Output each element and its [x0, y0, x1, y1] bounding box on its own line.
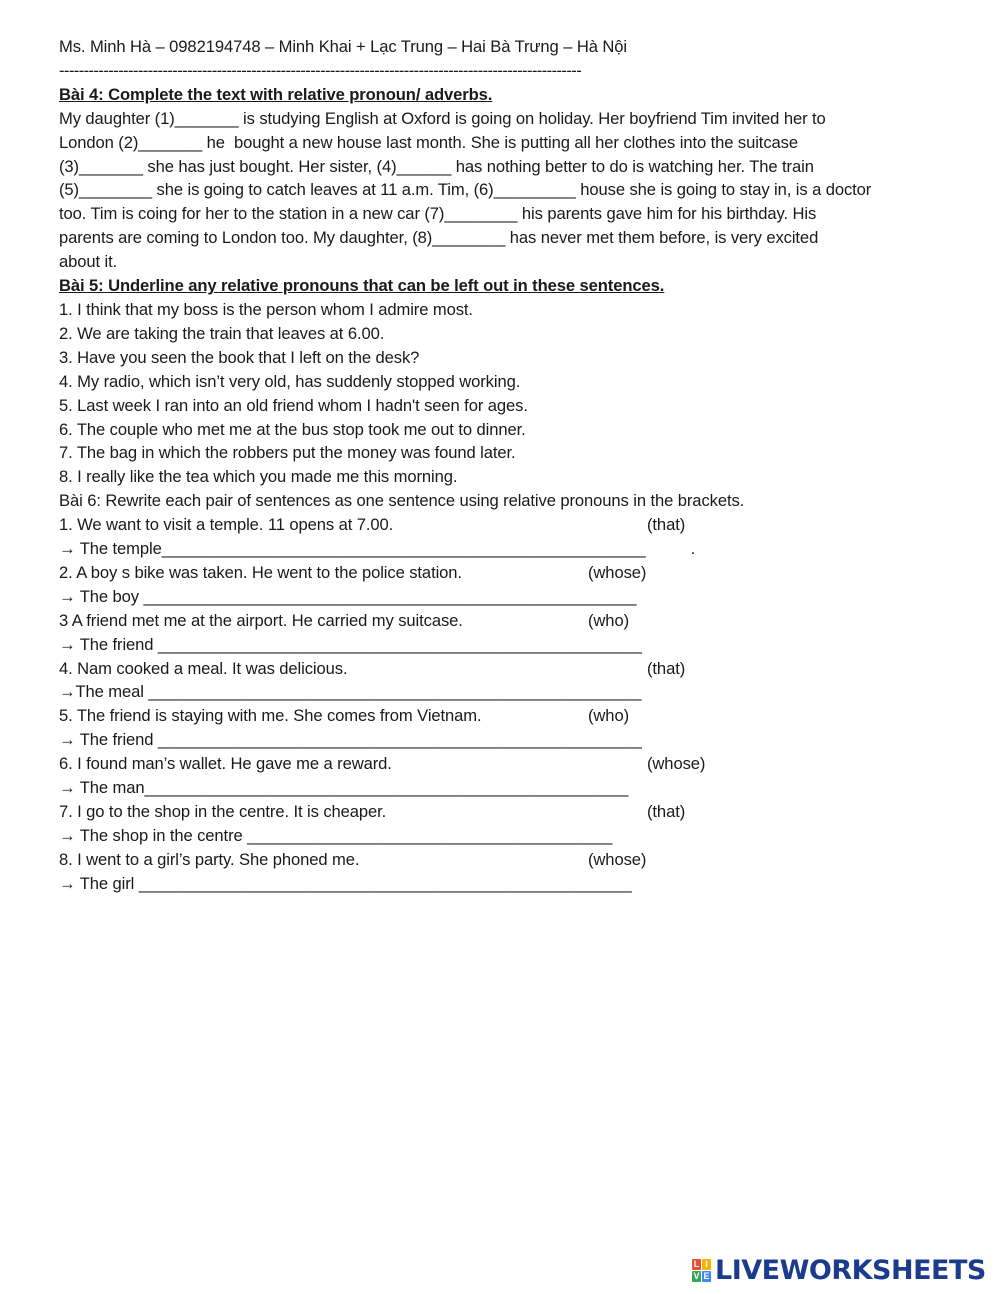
question-text: 5. The friend is staying with me. She comes from Vietnam. [59, 706, 482, 726]
exercise-5-item: 5. Last week I ran into an old friend whom I hadn't seen for ages. [59, 395, 528, 415]
question-keyword: (who) [588, 610, 629, 630]
exercise-5-item: 8. I really like the tea which you made me this morning. [59, 467, 458, 487]
question-text: 2. A boy s bike was taken. He went to the police station. [59, 562, 462, 582]
exercise-5-item: 7. The bag in which the robbers put the money was found later. [59, 443, 516, 463]
question-keyword: (whose) [647, 754, 706, 774]
question-text: 7. I go to the shop in the centre. It is cheaper. [59, 801, 387, 821]
exercise-6-question [59, 657, 959, 681]
exercise-4-line: London (2)_______ he bought a new house last month. She is putting all her clothes into the suitcase [59, 132, 798, 152]
question-text: 8. I went to a girl’s party. She phoned me. [59, 849, 360, 869]
exercise-6-question [59, 704, 959, 728]
exercise-5-item: 4. My radio, which isn’t very old, has suddenly stopped working. [59, 371, 521, 391]
exercise-6-question [59, 561, 959, 585]
question-keyword: (that) [647, 801, 686, 821]
logo-letter: V [693, 1270, 700, 1281]
header-separator: ---------------------------------------------------------------------------------------------------------- [59, 60, 582, 80]
exercise-4-line: (3)_______ she has just bought. Her sister, (4)______ has nothing better to do is watching her. The train [59, 156, 814, 176]
exercise-4-line: (5)________ she is going to catch leaves at 11 a.m. Tim, (6)_________ house she is going to stay in, is a doctor [59, 180, 872, 200]
exercise-6-question [59, 848, 959, 872]
exercise-6-question [59, 513, 959, 537]
exercise-5-title: Bài 5: Underline any relative pronouns that can be left out in these sentences. [59, 276, 665, 296]
question-keyword: (that) [647, 515, 686, 535]
exercise-6-question [59, 609, 959, 633]
question-text: 1. We want to visit a temple. 11 opens at 7.00. [59, 515, 394, 535]
exercise-6-answer-line[interactable]: → The boy ______________________________________________________ [59, 586, 637, 606]
exercise-6-answer-line[interactable]: → The temple_____________________________________________________ . [59, 539, 696, 559]
exercise-6-answer-line[interactable]: → The girl ______________________________________________________ [59, 873, 632, 893]
question-keyword: (whose) [588, 562, 647, 582]
exercise-4-line: too. Tim is coing for her to the station in a new car (7)________ his parents gave him for his birthday. His [59, 204, 817, 224]
exercise-4-line: about it. [59, 252, 118, 272]
question-text: 3 A friend met me at the airport. He carried my suitcase. [59, 610, 463, 630]
logo-letter: I [702, 1259, 711, 1270]
exercise-5-item: 2. We are taking the train that leaves at 6.00. [59, 323, 385, 343]
exercise-5-item: 6. The couple who met me at the bus stop took me out to dinner. [59, 419, 526, 439]
exercise-6-answer-line[interactable]: →The meal ______________________________________________________ [59, 682, 642, 702]
exercise-5-item: 1. I think that my boss is the person whom I admire most. [59, 299, 473, 319]
exercise-6-answer-line[interactable]: → The friend _____________________________________________________ [59, 730, 642, 750]
exercise-6-title: Bài 6: Rewrite each pair of sentences as one sentence using relative pronouns in the brackets. [59, 491, 745, 511]
logo-text: LIVEWORKSHEETS [715, 1254, 986, 1286]
exercise-5-item: 3. Have you seen the book that I left on the desk? [59, 347, 420, 367]
logo-letter: E [703, 1270, 710, 1281]
question-text: 4. Nam cooked a meal. It was delicious. [59, 658, 348, 678]
header-contact: Ms. Minh Hà – 0982194748 – Minh Khai + Lạc Trung – Hai Bà Trưng – Hà Nội [59, 37, 627, 56]
question-text: 6. I found man’s wallet. He gave me a reward. [59, 754, 392, 774]
exercise-6-question [59, 752, 959, 776]
exercise-6-answer-line[interactable]: → The man_____________________________________________________ [59, 778, 629, 797]
exercise-6-answer-line[interactable]: → The friend _____________________________________________________ [59, 634, 642, 654]
question-keyword: (that) [647, 658, 686, 678]
exercise-4-line: My daughter (1)_______ is studying English at Oxford is going on holiday. Her boyfriend Tim invited her to [59, 108, 826, 128]
exercise-6-answer-line[interactable]: → The shop in the centre ________________________________________ [59, 825, 613, 845]
logo-letter: L [693, 1258, 700, 1269]
exercise-6-question [59, 800, 959, 824]
exercise-5-list [59, 298, 959, 489]
liveworksheets-logo[interactable] [692, 1254, 986, 1286]
logo-icon [692, 1259, 711, 1282]
worksheet [59, 35, 959, 896]
exercise-4-text [59, 107, 959, 274]
exercise-4-line: parents are coming to London too. My daughter, (8)________ has never met them before, is very excited [59, 228, 819, 248]
question-keyword: (who) [588, 706, 629, 726]
question-keyword: (whose) [588, 849, 647, 869]
exercise-6-list [59, 513, 959, 895]
exercise-4-title: Bài 4: Complete the text with relative pronoun/ adverbs. [59, 84, 493, 104]
